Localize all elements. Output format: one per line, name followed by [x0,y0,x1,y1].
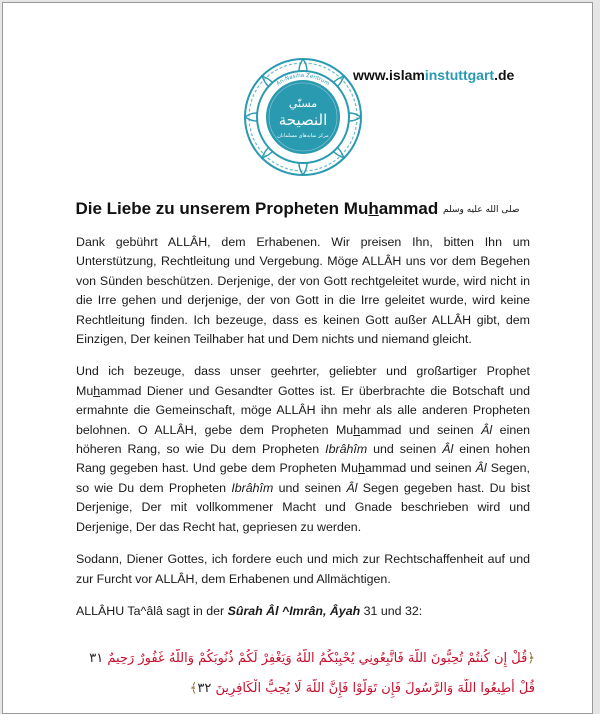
p2-italic: Ibrâhîm [325,442,368,457]
p2-underline: h [353,422,361,437]
p2-italic: Ibrâhîm [231,480,274,495]
verse-31-number: ٣١ [89,651,104,666]
p2-text: einen hohen Rang gegeben hast. Und gebe dem Propheten Mu [76,442,531,476]
website-highlight: instuttgart [424,67,495,83]
body-text [76,233,530,621]
p2-text: Und ich bezeuge, dass unser geehrter, geliebter und großartiger Prophet Mu [76,364,530,398]
p4-text: ALLÂHU Ta^âlâ sagt in der [76,603,228,618]
website-suffix: .de [494,67,515,83]
quran-verse-31 [73,649,535,669]
page-title [3,199,592,219]
p2-text: ammad Diener und Gesandter Gottes ist. Er überbrachte die Botschaft und ermahnte die Gemeinschaft, möge ALLÂH ihn mehr als alle anderen Propheten belohnen. O ALLÂH, gebe dem Propheten Mu [76,383,530,437]
p2-italic: Âl [481,422,493,437]
p2-text: und seinen [367,442,443,457]
p2-underline: h [358,461,365,476]
paragraph-4 [76,602,530,621]
honorific-glyph: صلى الله عليه وسلم [442,205,520,215]
title-text-end: ammad [378,199,439,218]
title-underlined-letter: h [368,199,379,218]
p2-italic: Âl [475,461,487,476]
logo-bottom-text: مرکز نمایه‌های مسلمانان [277,133,329,139]
p2-text: ammad und seinen [360,422,482,437]
paragraph-1: Dank gebührt ALLÂH, dem Erhabenen. Wir preisen Ihn, bitten Ihn um Unterstützung, Rechtleitung und Vergebung. Möge ALLÂH uns vor dem Begehen von Sünden beschützen. Derjenige, der von Gott rechtgeleitet wurde, wird nicht in die Irre gehen und derjenige, der von Gott in die Irre geleitet wurde, wird keine Rechtleitung finden. Ich bezeuge, dass es keinen Gott außer ALLÂH gibt, dem Einzigen, Der keinen Teilhaber hat und Dem nichts und niemand gleicht. [76,235,530,347]
verse-31-text: قُلْ إِن كُنتُمْ تُحِبُّونَ اللَّهَ فَاتَّبِعُونِي يُحْبِبْكُمُ اللَّهُ وَيَغْفِرْ لَكُمْ ذُنُوبَكُمْ وَاللَّهُ غَفُورٌ رَحِيمٌ [107,651,528,666]
p2-italic: Âl [442,442,454,457]
p2-text: ammad und seinen [364,461,476,476]
p2-text: einen höheren Rang, so wie Du dem Propheten [76,422,530,457]
p2-underline: h [93,383,101,398]
document-page [2,2,593,714]
an-nasiha-logo [241,55,365,179]
website-url[interactable] [353,67,514,83]
p2-text: Segen gegeben hast. Du bist Derjenige, Der mit vollkommener Macht und Gnade beschrieben wird und Derjenige, Der das Recht hat, gepriesen zu werden. [76,480,531,534]
surah-reference: Sûrah Âl ^Imrân, Âyah [227,603,361,618]
verse-32-text: قُلْ أَطِيعُوا اللَّهَ وَالرَّسُولَ فَإِن تَوَلَّوْا فَإِنَّ اللَّهَ لَا يُحِبُّ الْكَافِرِينَ [215,681,535,696]
logo-top-text: مسنّي [288,97,318,110]
quran-verse-32 [73,679,535,699]
title-text-start: Die Liebe zu unserem Propheten Mu [75,199,369,218]
verse-bracket-close: ﴾ [189,681,198,696]
website-prefix: www.islam [353,67,425,83]
verse-bracket-open: ﴿ [527,651,535,666]
paragraph-3: Sodann, Diener Gottes, ich fordere euch und mich zur Rechtschaffenheit auf und zur Furcht vor ALLÂH, dem Erhabenen und Allmächtigen. [76,552,530,586]
p4-text: 31 und 32: [360,603,423,618]
verse-32-number: ٣٢ [197,681,212,696]
logo-center-text: النصيحة [278,111,328,129]
paragraph-2 [76,362,530,537]
p2-text: und seinen [273,480,347,495]
p2-italic: Âl [346,480,358,495]
logo-ring-text: An-Nasiha Zentrum [275,72,331,88]
p2-text: Segen, so wie Du dem Propheten [76,461,530,495]
